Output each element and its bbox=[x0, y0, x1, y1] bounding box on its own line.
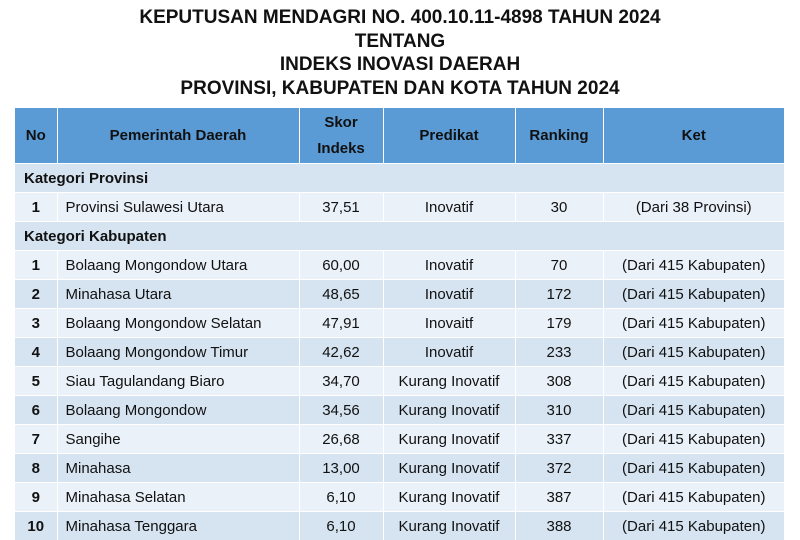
header-ranking: Ranking bbox=[515, 108, 603, 164]
cell-skor-indeks: 60,00 bbox=[299, 251, 383, 280]
header-no: No bbox=[15, 108, 57, 164]
cell-ranking: 30 bbox=[515, 193, 603, 222]
document-title bbox=[0, 6, 800, 100]
cell-ket: (Dari 415 Kabupaten) bbox=[603, 280, 784, 309]
title-line: KEPUTUSAN MENDAGRI NO. 400.10.11-4898 TAHUN 2024 bbox=[0, 6, 800, 30]
cell-no: 1 bbox=[15, 193, 57, 222]
cell-ranking: 179 bbox=[515, 309, 603, 338]
cell-skor-indeks: 47,91 bbox=[299, 309, 383, 338]
cell-ket: (Dari 415 Kabupaten) bbox=[603, 512, 784, 540]
cell-predikat: Inovaitf bbox=[383, 309, 515, 338]
cell-predikat: Inovatif bbox=[383, 193, 515, 222]
cell-pemerintah-daerah: Bolaang Mongondow bbox=[57, 396, 299, 425]
cell-ranking: 310 bbox=[515, 396, 603, 425]
cell-pemerintah-daerah: Bolaang Mongondow Utara bbox=[57, 251, 299, 280]
cell-ranking: 372 bbox=[515, 454, 603, 483]
cell-ranking: 172 bbox=[515, 280, 603, 309]
cell-skor-indeks: 13,00 bbox=[299, 454, 383, 483]
table-row bbox=[15, 280, 784, 309]
header-ket: Ket bbox=[603, 108, 784, 164]
cell-pemerintah-daerah: Provinsi Sulawesi Utara bbox=[57, 193, 299, 222]
header-indeks-line: Indeks bbox=[300, 136, 383, 162]
cell-pemerintah-daerah: Minahasa bbox=[57, 454, 299, 483]
cell-ranking: 337 bbox=[515, 425, 603, 454]
header-skor-line: Skor bbox=[300, 110, 383, 136]
cell-ket: (Dari 415 Kabupaten) bbox=[603, 396, 784, 425]
table-row bbox=[15, 338, 784, 367]
cell-ranking: 387 bbox=[515, 483, 603, 512]
table-row bbox=[15, 454, 784, 483]
cell-skor-indeks: 6,10 bbox=[299, 483, 383, 512]
cell-pemerintah-daerah: Siau Tagulandang Biaro bbox=[57, 367, 299, 396]
cell-skor-indeks: 6,10 bbox=[299, 512, 383, 540]
cell-pemerintah-daerah: Bolaang Mongondow Selatan bbox=[57, 309, 299, 338]
cell-skor-indeks: 37,51 bbox=[299, 193, 383, 222]
index-table bbox=[15, 108, 784, 540]
cell-predikat: Inovatif bbox=[383, 280, 515, 309]
cell-predikat: Kurang Inovatif bbox=[383, 425, 515, 454]
title-line: INDEKS INOVASI DAERAH bbox=[0, 53, 800, 77]
cell-predikat: Kurang Inovatif bbox=[383, 367, 515, 396]
cell-no: 1 bbox=[15, 251, 57, 280]
title-line: TENTANG bbox=[0, 30, 800, 54]
category-row bbox=[15, 164, 784, 193]
table-header-row bbox=[15, 108, 784, 164]
cell-predikat: Inovatif bbox=[383, 338, 515, 367]
cell-ket: (Dari 415 Kabupaten) bbox=[603, 454, 784, 483]
table-body bbox=[15, 164, 784, 540]
cell-ket: (Dari 415 Kabupaten) bbox=[603, 309, 784, 338]
cell-no: 2 bbox=[15, 280, 57, 309]
header-skor-indeks bbox=[299, 108, 383, 164]
cell-ket: (Dari 415 Kabupaten) bbox=[603, 367, 784, 396]
cell-pemerintah-daerah: Minahasa Tenggara bbox=[57, 512, 299, 540]
cell-predikat: Kurang Inovatif bbox=[383, 454, 515, 483]
title-line: PROVINSI, KABUPATEN DAN KOTA TAHUN 2024 bbox=[0, 77, 800, 101]
category-row bbox=[15, 222, 784, 251]
cell-predikat: Kurang Inovatif bbox=[383, 396, 515, 425]
cell-pemerintah-daerah: Sangihe bbox=[57, 425, 299, 454]
cell-ket: (Dari 415 Kabupaten) bbox=[603, 338, 784, 367]
table-row bbox=[15, 367, 784, 396]
cell-ranking: 70 bbox=[515, 251, 603, 280]
header-pemerintah-daerah: Pemerintah Daerah bbox=[57, 108, 299, 164]
cell-no: 6 bbox=[15, 396, 57, 425]
cell-skor-indeks: 48,65 bbox=[299, 280, 383, 309]
cell-no: 7 bbox=[15, 425, 57, 454]
cell-pemerintah-daerah: Bolaang Mongondow Timur bbox=[57, 338, 299, 367]
table-row bbox=[15, 309, 784, 338]
cell-no: 8 bbox=[15, 454, 57, 483]
cell-no: 4 bbox=[15, 338, 57, 367]
cell-ranking: 233 bbox=[515, 338, 603, 367]
cell-skor-indeks: 26,68 bbox=[299, 425, 383, 454]
header-predikat: Predikat bbox=[383, 108, 515, 164]
table-row bbox=[15, 396, 784, 425]
cell-predikat: Kurang Inovatif bbox=[383, 512, 515, 540]
cell-skor-indeks: 42,62 bbox=[299, 338, 383, 367]
cell-ket: (Dari 415 Kabupaten) bbox=[603, 425, 784, 454]
table-row bbox=[15, 425, 784, 454]
cell-skor-indeks: 34,70 bbox=[299, 367, 383, 396]
category-label: Kategori Provinsi bbox=[15, 164, 784, 193]
cell-pemerintah-daerah: Minahasa Selatan bbox=[57, 483, 299, 512]
category-label: Kategori Kabupaten bbox=[15, 222, 784, 251]
cell-ranking: 308 bbox=[515, 367, 603, 396]
cell-ket: (Dari 415 Kabupaten) bbox=[603, 483, 784, 512]
cell-ranking: 388 bbox=[515, 512, 603, 540]
cell-ket: (Dari 38 Provinsi) bbox=[603, 193, 784, 222]
cell-skor-indeks: 34,56 bbox=[299, 396, 383, 425]
table-row bbox=[15, 193, 784, 222]
cell-no: 10 bbox=[15, 512, 57, 540]
cell-predikat: Kurang Inovatif bbox=[383, 483, 515, 512]
cell-pemerintah-daerah: Minahasa Utara bbox=[57, 280, 299, 309]
table-row bbox=[15, 251, 784, 280]
table-row bbox=[15, 512, 784, 540]
cell-ket: (Dari 415 Kabupaten) bbox=[603, 251, 784, 280]
cell-predikat: Inovatif bbox=[383, 251, 515, 280]
cell-no: 5 bbox=[15, 367, 57, 396]
table-row bbox=[15, 483, 784, 512]
cell-no: 3 bbox=[15, 309, 57, 338]
cell-no: 9 bbox=[15, 483, 57, 512]
